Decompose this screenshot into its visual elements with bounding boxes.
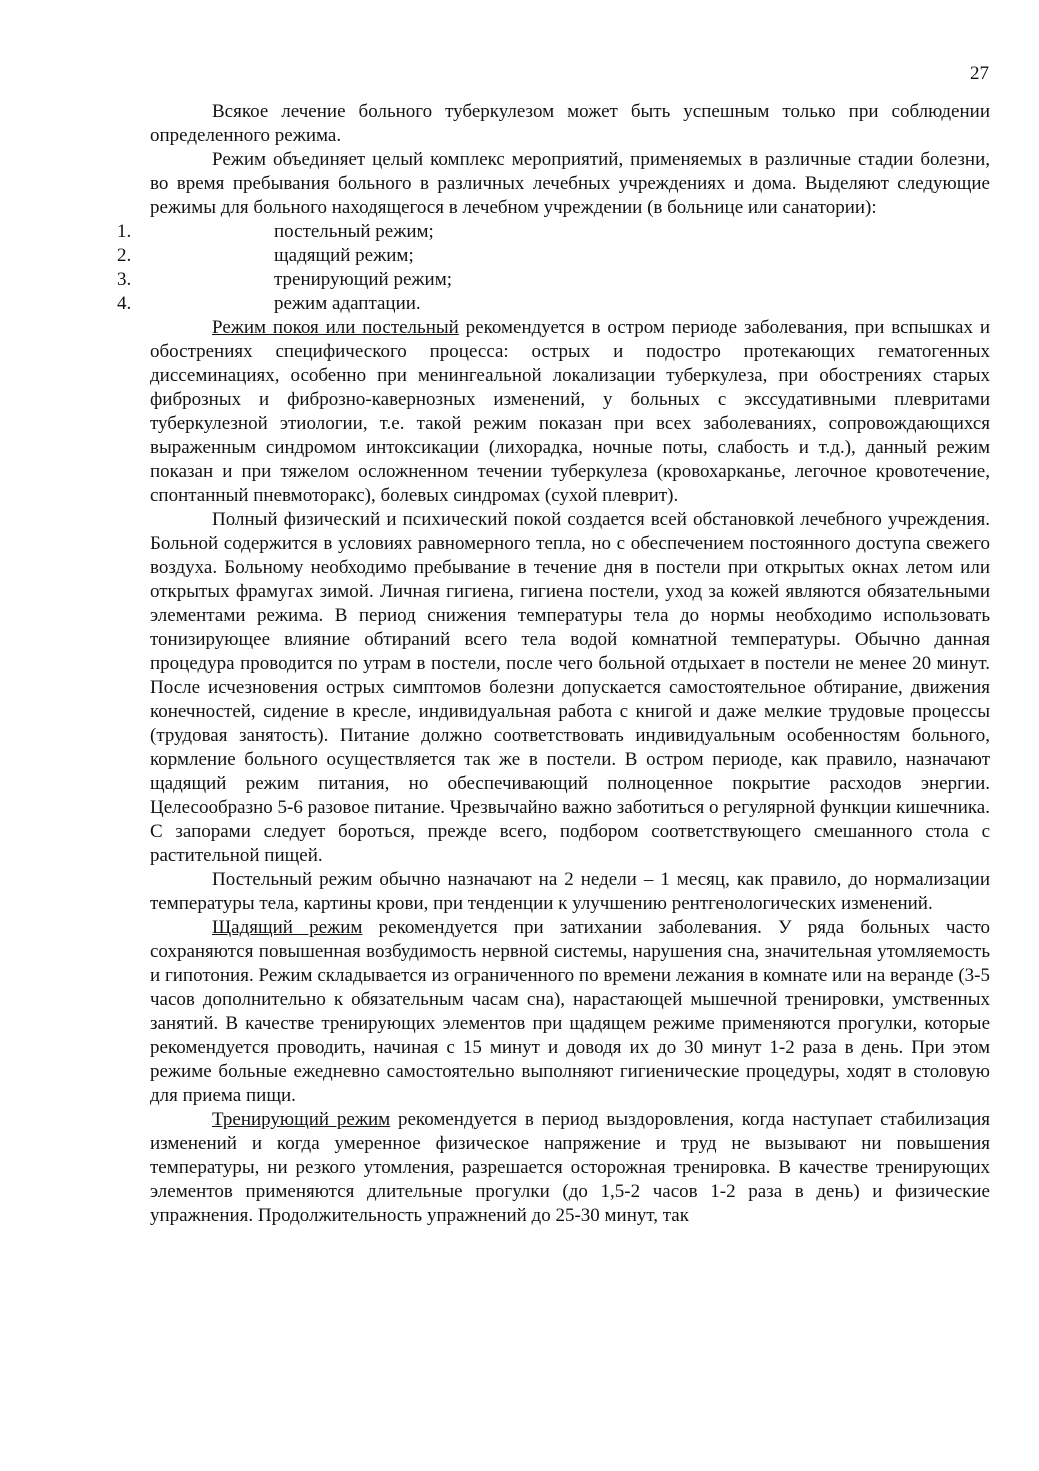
paragraph-sparing-regime (150, 916, 990, 1108)
list-item-text: щадящий режим; (274, 245, 414, 266)
paragraph-bed-regime-text: рекомендуется в остром периоде заболевания, при вспышках и обострениях специфического процесса: острых и подостро протекающих гематогенных диссеминациях, особенно при менингеальной локализации туберкулеза, при обострениях старых фиброзных и фиброзно-кавернозных изменений, у больных с экссудативными плевритами туберкулезной этиологии, т.е. такой режим показан при всех заболеваниях, сопровождающихся выраженным синдромом интоксикации (лихорадка, ночные поты, слабость и т.д.), данный режим показан и при тяжелом осложненном течении туберкулеза (кровохарканье, легочное кровотечение, спонтанный пневмоторакс), болевых синдромах (сухой плеврит). (150, 317, 990, 506)
list-item (117, 268, 990, 292)
paragraph-rest-conditions: Полный физический и психический покой создается всей обстановкой лечебного учреждения. Больной содержится в условиях равномерного тепла, но с обеспечением постоянного доступа свежего воздуха. Больному необходимо пребывание в течение дня в постели при открытых окнах летом или открытых фрамугах зимой. Личная гигиена, гигиена постели, уход за кожей являются обязательными элементами режима. В период снижения температуры тела до нормы необходимо использовать тонизирующее влияние обтираний всего тела водой комнатной температуры. Обычно данная процедура проводится по утрам в постели, после чего больной отдыхает в постели не менее 20 минут. После исчезновения острых симптомов болезни допускается самостоятельное обтирание, движения конечностей, сидение в кресле, индивидуальная работа с книгой и даже мелкие трудовые процессы (трудовая занятость). Питание должно соответствовать индивидуальным особенностям больного, кормление больного осуществляется так же в постели. В остром периоде, как правило, назначают щадящий режим питания, но обеспечивающий полноценное покрытие расходов энергии. Целесообразно 5-6 разовое питание. Чрезвычайно важно заботиться о регулярной функции кишечника. С запорами следует бороться, прежде всего, подбором соответствующего смешанного стола с растительной пищей. (150, 509, 990, 866)
list-item-number: 2. (117, 245, 132, 266)
term-sparing-regime: Щадящий режим (212, 917, 363, 938)
paragraph-bed-regime (150, 316, 990, 508)
list-item (117, 220, 990, 244)
list-item-number: 3. (117, 269, 132, 290)
paragraph-training-regime-text: рекомендуется в период выздоровления, когда наступает стабилизация изменений и когда умеренное физическое напряжение и труд не вызывают ни повышения температуры, ни резкого утомления, разрешается осторожная тренировка. В качестве тренирующих элементов применяются длительные прогулки (до 1,5-2 часов 1-2 раза в день) и физические упражнения. Продолжительность упражнений до 25-30 минут, так (150, 1109, 990, 1226)
paragraph-intro: Всякое лечение больного туберкулезом может быть успешным только при соблюдении определенного режима. (150, 101, 990, 146)
paragraph-regime-overview: Режим объединяет целый комплекс мероприятий, применяемых в различные стадии болезни, во время пребывания больного в различных лечебных учреждениях и дома. Выделяют следующие режимы для больного находящегося в лечебном учреждении (в больнице или санатории): (150, 149, 990, 218)
paragraph-training-regime (150, 1108, 990, 1228)
term-bed-regime: Режим покоя или постельный (212, 317, 459, 338)
list-item-number: 4. (117, 293, 132, 314)
list-item-text: тренирующий режим; (274, 269, 452, 290)
paragraph-bed-duration: Постельный режим обычно назначают на 2 недели – 1 месяц, как правило, до нормализации температуры тела, картины крови, при тенденции к улучшению рентгенологических изменений. (150, 869, 990, 914)
document-body (117, 100, 990, 1228)
paragraph-sparing-regime-text: рекомендуется при затихании заболевания. У ряда больных часто сохраняются повышенная возбудимость нервной системы, нарушения сна, значительная утомляемость и гипотония. Режим складывается из ограниченного по времени лежания в комнате или на веранде (3-5 часов дополнительно к обязательным часам сна), нарастающей мышечной тренировки, умственных занятий. В качестве тренирующих элементов при щадящем режиме применяются прогулки, которые рекомендуется проводить, начиная с 15 минут и доводя их до 30 минут 1-2 раза в день. При этом режиме больные ежедневно самостоятельно выполняют гигиенические процедуры, ходят в столовую для приема пищи. (150, 917, 990, 1106)
list-item (117, 292, 990, 316)
page-number: 27 (970, 63, 989, 84)
list-item-number: 1. (117, 221, 132, 242)
regimes-list (117, 220, 990, 316)
list-item-text: режим адаптации. (274, 293, 421, 314)
list-item (117, 244, 990, 268)
term-training-regime: Тренирующий режим (212, 1109, 391, 1130)
list-item-text: постельный режим; (274, 221, 434, 242)
